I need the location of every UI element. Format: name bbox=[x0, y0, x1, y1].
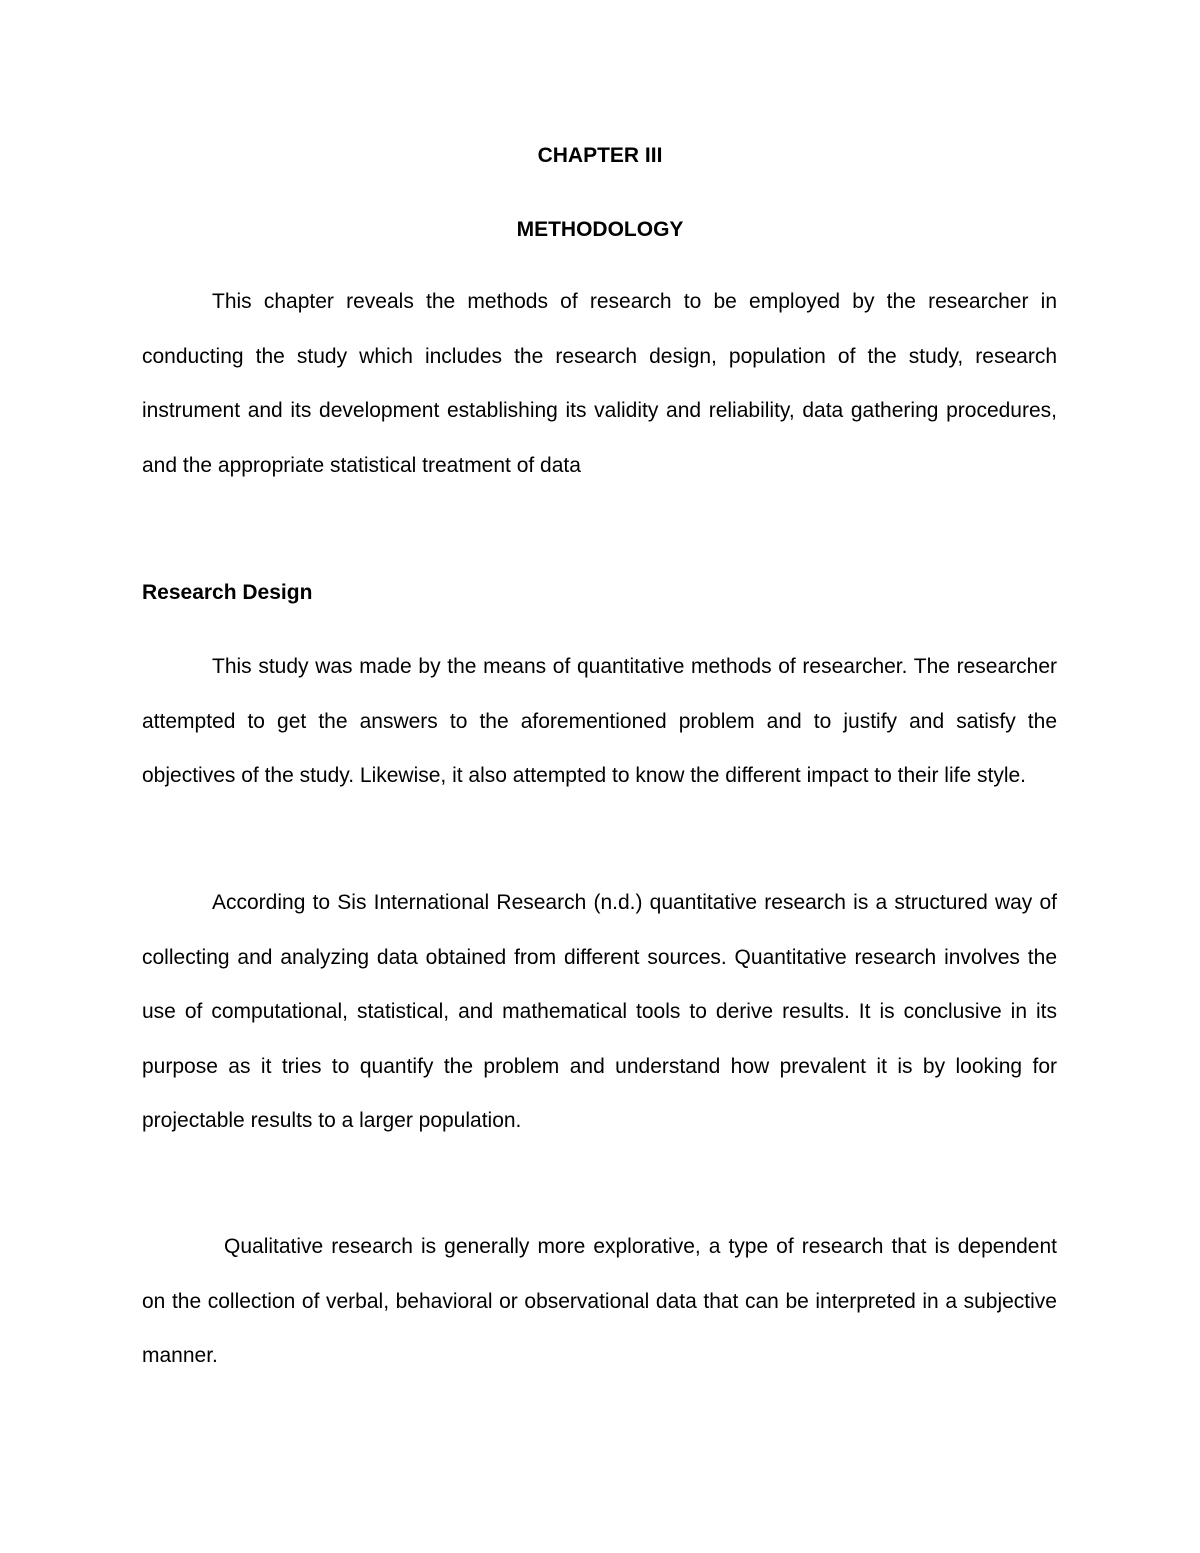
research-design-paragraph-3: Qualitative research is generally more explorative, a type of research that is dependent on the collection of verbal, behavioral or observational data that can be interpreted in a subjective manner. bbox=[142, 1235, 1057, 1367]
research-design-heading: Research Design bbox=[142, 581, 313, 604]
intro-paragraph: This chapter reveals the methods of research to be employed by the researcher in conducting the study which includes the research design, population of the study, research instrument and its development establishing its validity and reliability, data gathering procedures, and the appropriate statistical treatment of data bbox=[142, 290, 1057, 477]
research-design-paragraph-1: This study was made by the means of quantitative methods of researcher. The researcher attempted to get the answers to the aforementioned problem and to justify and satisfy the objectives of the study. Likewise, it also attempted to know the different impact to their life style. bbox=[142, 655, 1057, 787]
chapter-title: METHODOLOGY bbox=[516, 218, 684, 241]
research-design-paragraph-2: According to Sis International Research (n.d.) quantitative research is a structured way of collecting and analyzing data obtained from different sources. Quantitative research involves the use of computational, statistical, and mathematical tools to derive results. It is conclusive in its purpose as it tries to quantify the problem and understand how prevalent it is by looking for projectable results to a larger population. bbox=[142, 891, 1057, 1132]
chapter-label: CHAPTER III bbox=[537, 144, 663, 167]
